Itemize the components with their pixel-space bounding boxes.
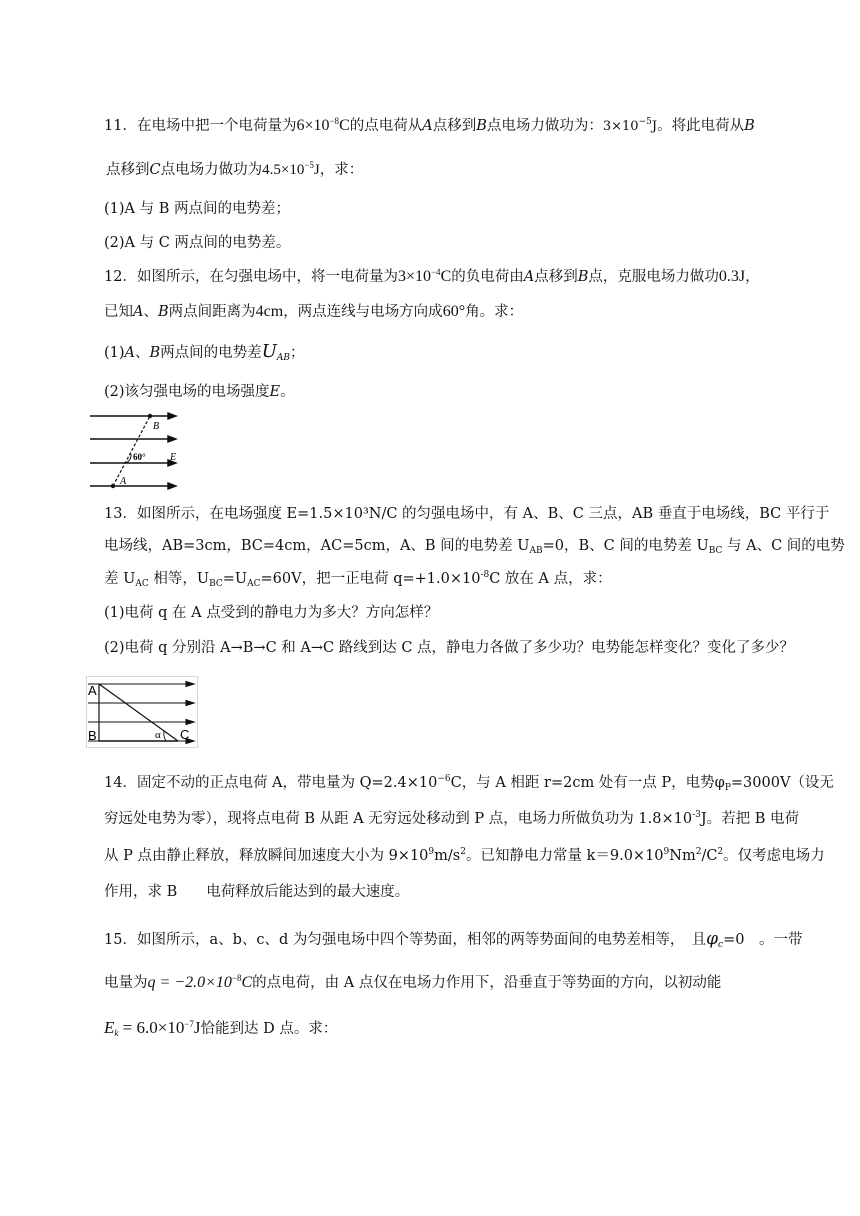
label-b: B [153, 421, 160, 432]
label-e: E [170, 452, 177, 463]
p13-question-2: (2)电荷 q 分别沿 A→B→C 和 A→C 路线到达 C 点，静电力各做了多少功？电势能怎样变化？变化了多少？ [104, 640, 795, 656]
p13-line-1: 13．如图所示，在电场强度 E=1.5×10³N/C 的匀强电场中，有 A、B、C 三点，AB 垂直于电场线，BC 平行于 [104, 506, 830, 522]
unit: J [193, 1018, 201, 1037]
text: ， [745, 269, 760, 285]
label-b: B [88, 728, 97, 743]
text: 。一带 [744, 932, 803, 948]
text: 点移到 [432, 118, 477, 134]
exponent: 9 [663, 847, 670, 857]
exponent: 2 [717, 847, 724, 857]
text: 。 [280, 384, 295, 400]
exponent: −5 [638, 117, 652, 127]
p12-line-2 [104, 302, 523, 322]
arrow-head [186, 682, 194, 687]
text: 从 P 点由静止释放，释放瞬间加速度大小为 9×10 [104, 848, 429, 864]
text: ，两点连线与电场方向成 [283, 304, 443, 320]
text: 的负电荷由 [451, 269, 524, 285]
text: 差 U [104, 571, 136, 587]
arrow-head [186, 701, 194, 706]
text: 电场线，AB=3cm，BC=4cm，AC=5cm，A、B 间的电势差 U [104, 538, 530, 554]
charge-value: 3×10 [397, 268, 431, 285]
p13-line-2 [104, 536, 845, 556]
text: (1) [104, 345, 125, 361]
text: 15．如图所示，a、b、c、d 为匀强电场中四个等势面，相邻的两等势面间的电势差相等， 且 [104, 932, 707, 948]
point-b [148, 414, 152, 418]
p12-question-1 [104, 342, 304, 363]
exponent: −7 [184, 1019, 194, 1029]
subscript: AC [135, 579, 149, 589]
label-angle: 60° [133, 452, 146, 462]
text: C，与 A 相距 r=2cm 处有一点 P，电势φ [450, 775, 725, 791]
exponent: −8 [231, 973, 242, 983]
text: J。若把 B 电荷 [700, 811, 800, 827]
angle-value: 60° [442, 303, 466, 320]
subscript: P [724, 783, 731, 793]
exponent: −8 [329, 116, 340, 126]
p11-question-1: (1)A 与 B 两点间的电势差； [104, 201, 290, 217]
text: =0 [723, 932, 745, 948]
ab-dashed-line [113, 416, 150, 486]
p11-line-1 [104, 116, 755, 137]
p11-question-2: (2)A 与 C 两点间的电势差。 [104, 235, 291, 251]
p13-field-figure [86, 676, 198, 748]
text: 点移到 [106, 162, 150, 178]
ac-segment [99, 684, 178, 741]
work-value: 0.3J [718, 268, 746, 285]
point-label: B [577, 269, 589, 285]
text: 。仅考虑电场力 [723, 848, 825, 864]
text: 12．如图所示，在匀强电场中，将一电荷量为 [104, 269, 398, 285]
text: =0，B、C 间的电势差 U [542, 538, 709, 554]
point-label: B [744, 118, 755, 134]
energy-value: = 6.0×10 [118, 1018, 185, 1037]
text: 点移到 [534, 269, 578, 285]
text: ； [289, 345, 305, 361]
charge-value: q = −2.0×10 [147, 974, 232, 991]
exponent: -3 [692, 810, 701, 820]
text: =U [222, 571, 248, 587]
unit: C [241, 974, 253, 991]
exponent: 2 [460, 847, 466, 857]
p14-line-4: 作用，求 B 电荷释放后能达到的最大速度。 [104, 884, 410, 900]
text: 、 [143, 304, 158, 320]
label-c: C [180, 727, 190, 742]
p15-line-1 [104, 929, 802, 950]
subscript: AB [529, 546, 543, 556]
text: Nm [669, 848, 696, 864]
text: 相等，U [148, 571, 210, 587]
text: 角。求： [465, 304, 524, 320]
distance-value: 4cm [255, 303, 284, 320]
field-symbol: E [269, 384, 281, 400]
text: 穷远处电势为零），现将点电荷 B 从距 A 无穷远处移动到 P 点，电场力所做负功为 1.8×10 [104, 811, 693, 827]
text: 、 [135, 345, 150, 361]
subscript: BC [708, 546, 723, 556]
charge-value: 6×10 [296, 117, 330, 134]
text: 点电场力做功为 [160, 162, 263, 178]
point-label: A [422, 118, 433, 134]
text: C 放在 A 点，求： [489, 571, 612, 587]
point-label: B [476, 118, 487, 134]
p14-line-1 [104, 773, 834, 793]
p13-line-3 [104, 569, 612, 589]
subscript: c [718, 940, 724, 950]
exponent: −6 [437, 774, 451, 784]
text: 两点间的电势差 [160, 345, 262, 361]
unit: J [313, 162, 320, 178]
text: 电量为 [104, 975, 148, 991]
point-label: B [157, 304, 169, 320]
point-label: A [124, 345, 136, 361]
p12-field-figure [86, 408, 186, 494]
arrow-head [186, 720, 194, 725]
work-value: 3×10 [602, 119, 639, 134]
subscript: k [114, 1028, 119, 1038]
exponent: −4 [430, 267, 441, 277]
subscript: AB [276, 353, 290, 363]
text: m/s [434, 848, 461, 864]
unit: J [651, 119, 658, 134]
exponent: 2 [695, 847, 702, 857]
point-a [111, 484, 115, 488]
text: =60V，把一正电荷 q=+1.0×10 [260, 571, 481, 587]
p15-line-2 [104, 973, 721, 993]
unit: C [339, 117, 350, 134]
point-label: A [133, 304, 144, 320]
arrow-head [168, 436, 176, 442]
text: 。将此电荷从 [657, 118, 745, 134]
text: 11．在电场中把一个电荷量为 [104, 118, 297, 134]
p12-question-2 [104, 382, 295, 402]
text: 点电场力做功为： [486, 118, 603, 134]
p15-line-3 [104, 1018, 337, 1039]
work-value: 4.5×10 [262, 162, 305, 178]
label-alpha: α [155, 729, 161, 741]
angle-arc [126, 454, 131, 463]
text: 与 A、C 间的电势 [722, 538, 845, 554]
text: (2)该匀强电场的电场强度 [104, 384, 270, 400]
text: /C [701, 848, 718, 864]
exponent: 9 [428, 847, 435, 857]
voltage-symbol: U [261, 341, 277, 362]
energy-symbol: E [104, 1018, 115, 1037]
text: ，求： [319, 162, 364, 178]
text: 已知 [104, 304, 133, 320]
text: =3000V（设无 [730, 775, 834, 791]
p12-line-1 [104, 267, 760, 287]
label-a: A [88, 683, 97, 698]
potential-symbol: φ [706, 929, 719, 949]
arrow-head [168, 483, 176, 489]
p14-line-2 [104, 809, 799, 829]
text: 两点间距离为 [168, 304, 256, 320]
unit: C [440, 268, 452, 285]
arrow-head [168, 413, 176, 419]
p11-line-2 [106, 160, 363, 180]
text: 。已知静电力常量 k＝9.0×10 [465, 848, 664, 864]
text: 14．固定不动的正点电荷 A，带电量为 Q=2.4×10 [104, 775, 438, 791]
p13-question-1: (1)电荷 q 在 A 点受到的静电力为多大？方向怎样？ [104, 605, 439, 621]
subscript: AC [247, 579, 261, 589]
point-label: A [523, 269, 535, 285]
subscript: BC [209, 579, 223, 589]
p14-line-3 [104, 846, 825, 866]
text: 恰能到达 D 点。求： [200, 1021, 338, 1037]
label-a: A [120, 476, 127, 487]
point-label: C [149, 162, 161, 178]
exponent: -8 [480, 570, 490, 580]
exponent: −5 [304, 160, 314, 170]
text: 点，克服电场力做功 [588, 269, 719, 285]
text: 的点电荷，由 A 点仅在电场力作用下，沿垂直于等势面的方向，以初动能 [252, 975, 722, 991]
text: 的点电荷从 [349, 118, 423, 134]
point-label: B [149, 345, 161, 361]
